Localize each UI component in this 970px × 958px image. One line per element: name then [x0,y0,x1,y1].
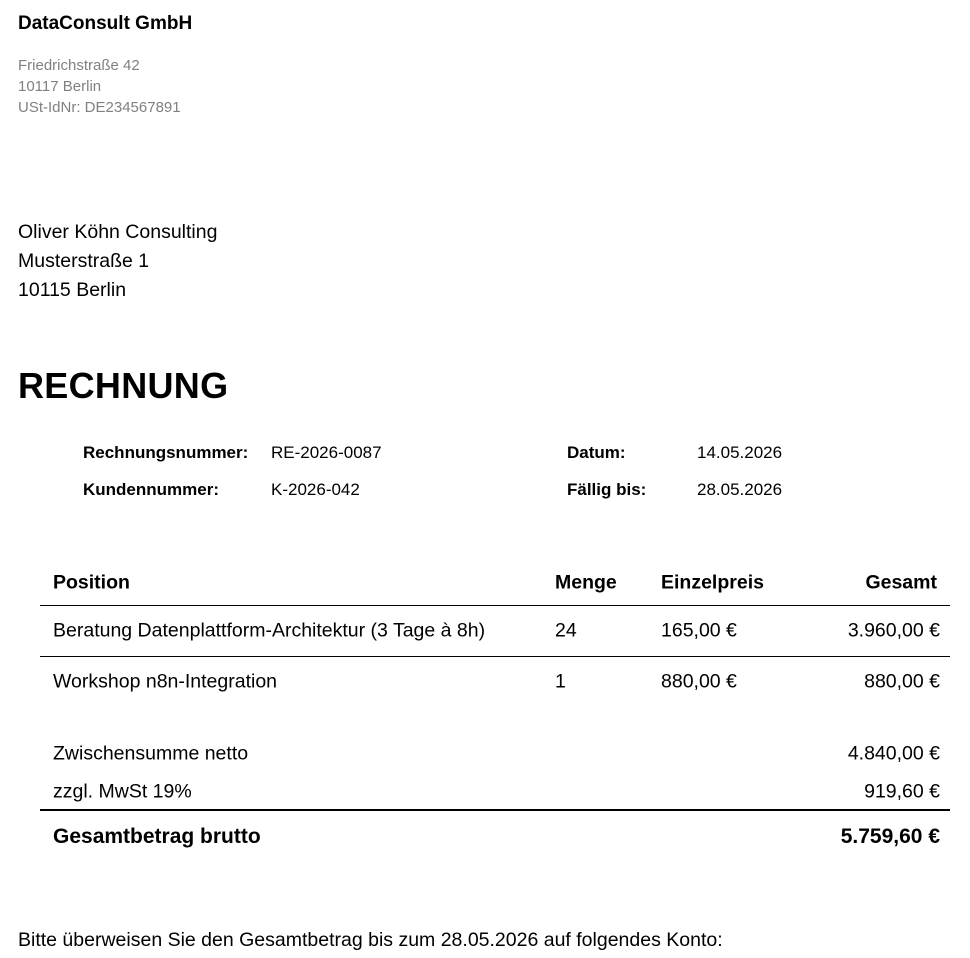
vat-label: zzgl. MwSt 19% [53,780,192,803]
column-header-quantity: Menge [555,571,617,593]
item-quantity: 1 [555,670,566,693]
grand-total-label: Gesamtbetrag brutto [53,825,261,848]
sender-street: Friedrichstraße 42 [18,57,140,74]
item-total: 880,00 € [864,670,940,693]
sender-vat-id: USt-IdNr: DE234567891 [18,99,181,116]
column-header-total: Gesamt [865,571,937,593]
item-unit-price: 165,00 € [661,619,737,642]
item-position: Workshop n8n-Integration [53,670,278,693]
payment-instruction: Bitte überweisen Sie den Gesamtbetrag bis zum 28.05.2026 auf folgendes Konto: [18,929,723,951]
items-table [40,560,950,707]
totals-divider [40,809,950,811]
grand-total-row [40,822,950,852]
recipient-city: 10115 Berlin [18,279,127,301]
customer-number-value: K-2026-042 [271,480,360,499]
date-label: Datum: [567,443,626,462]
column-header-position: Position [53,571,130,593]
subtotal-row [40,739,950,769]
vat-value: 919,60 € [864,780,940,803]
recipient-address [18,218,217,305]
subtotal-label: Zwischensumme netto [53,742,249,765]
recipient-name: Oliver Köhn Consulting [18,221,218,243]
grand-total-value: 5.759,60 € [840,825,940,848]
sender-address [18,55,181,118]
item-position: Beratung Datenplattform-Architektur (3 Tage à 8h) [53,619,486,642]
subtotal-value: 4.840,00 € [847,742,940,765]
item-total: 3.960,00 € [847,619,940,642]
recipient-street: Musterstraße 1 [18,250,150,272]
vat-row [40,777,950,807]
sender-company-name: DataConsult GmbH [18,13,193,34]
item-quantity: 24 [555,619,577,642]
invoice-number-label: Rechnungsnummer: [83,443,249,462]
invoice-number-value: RE-2026-0087 [271,443,382,462]
due-date-label: Fällig bis: [567,480,647,499]
customer-number-label: Kundennummer: [83,480,219,499]
column-header-unit-price: Einzelpreis [661,571,764,593]
due-date-value: 28.05.2026 [697,480,783,499]
table-row [40,657,950,707]
items-table-header [40,560,950,606]
document-title: RECHNUNG [18,365,229,406]
item-unit-price: 880,00 € [661,670,737,693]
sender-city: 10117 Berlin [18,78,102,95]
date-value: 14.05.2026 [697,443,783,462]
table-row [40,606,950,657]
